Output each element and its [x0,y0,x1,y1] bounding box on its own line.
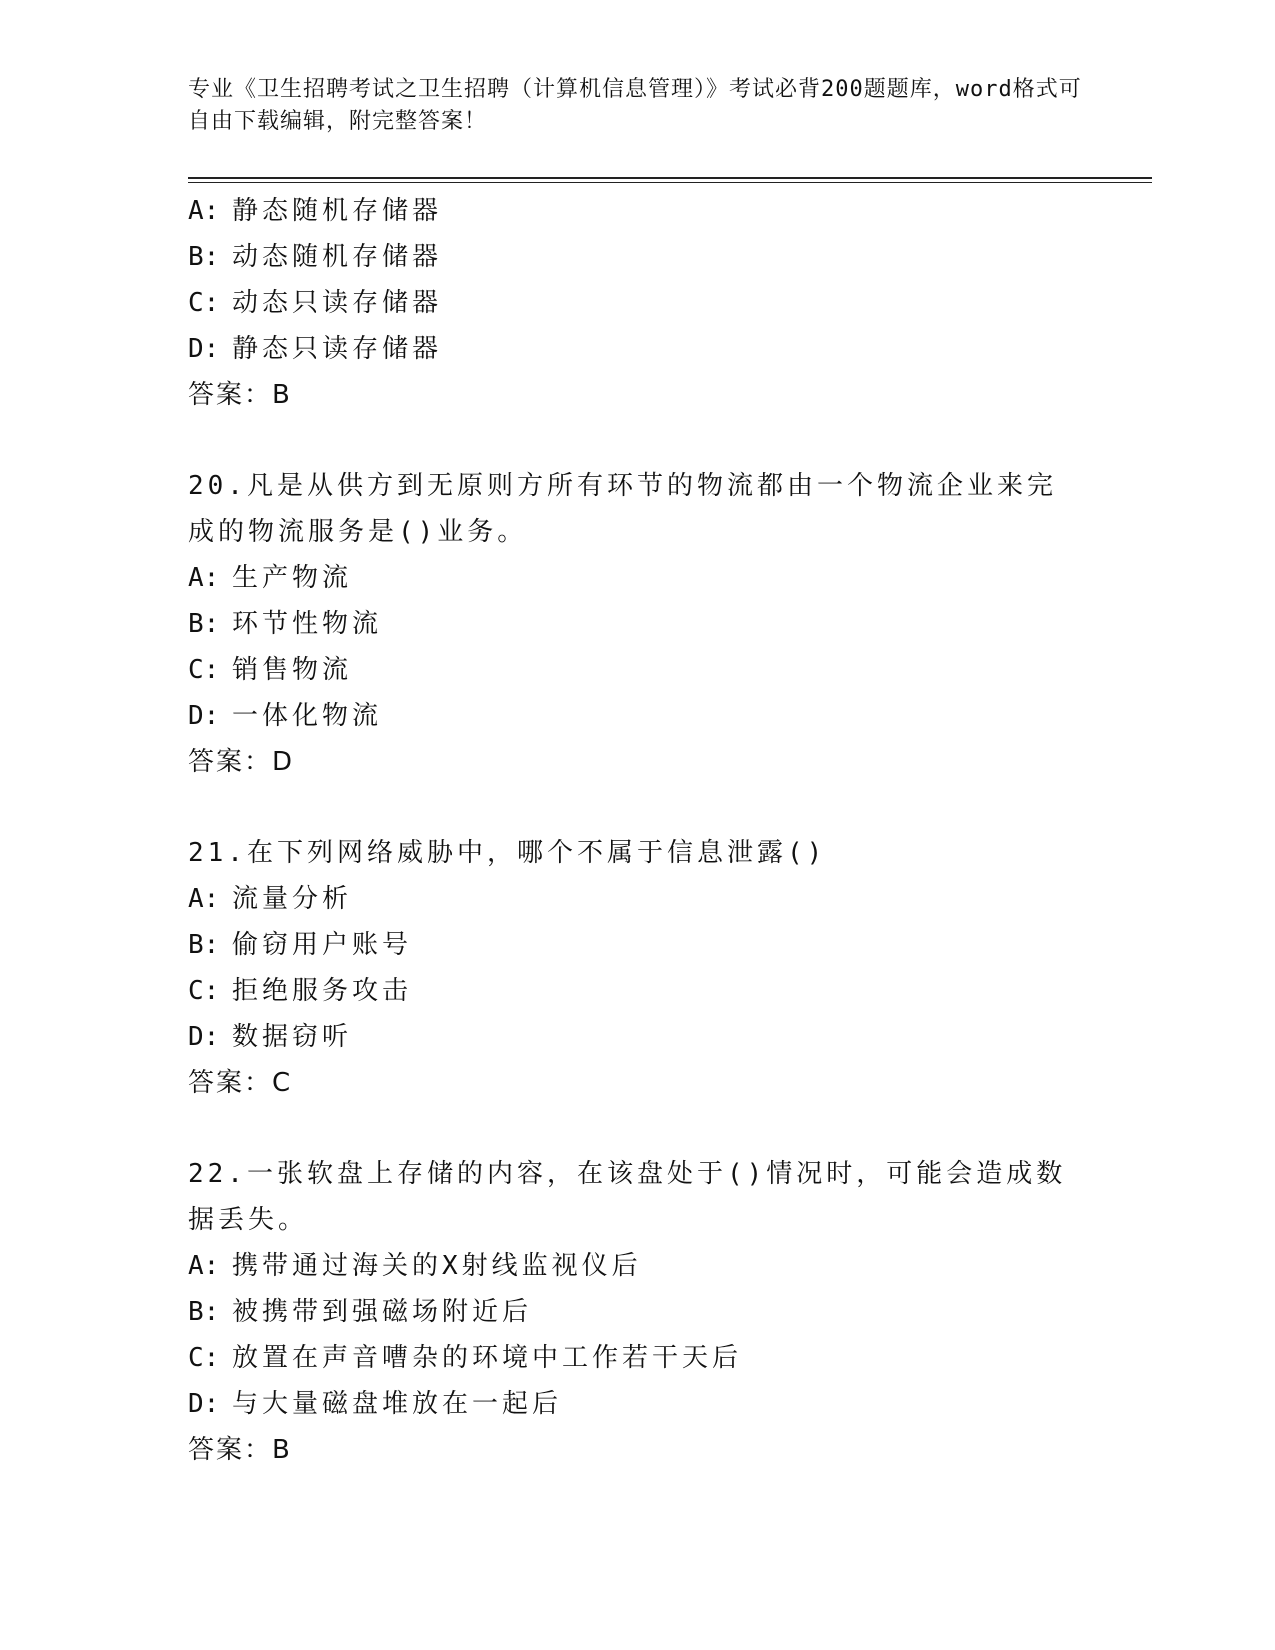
option-d: D: 与大量磁盘堆放在一起后 [188,1389,563,1419]
option-a: A: 携带通过海关的X射线监视仪后 [188,1251,642,1281]
option-a: A: 流量分析 [188,884,353,914]
option-d: D: 数据窃听 [188,1022,353,1052]
question-list [188,188,1088,1473]
option-a: A: 生产物流 [188,563,353,593]
option-c: C: 动态只读存储器 [188,288,443,318]
option-b: B: 动态随机存储器 [188,242,443,272]
spacer [188,785,1088,830]
question-19-options [188,188,1088,418]
option-d: D: 一体化物流 [188,701,383,731]
option-b: B: 偷窃用户账号 [188,930,413,960]
option-d: D: 静态只读存储器 [188,334,443,364]
question-text: 22.一张软盘上存储的内容，在该盘处于()情况时，可能会造成数据丢失。 [188,1159,1067,1235]
option-c: C: 拒绝服务攻击 [188,976,413,1006]
question-20 [188,463,1088,785]
question-21 [188,830,1088,1106]
question-text: 20.凡是从供方到无原则方所有环节的物流都由一个物流企业来完成的物流服务是()业务。 [188,471,1057,547]
option-b: B: 被携带到强磁场附近后 [188,1297,533,1327]
document-header: 专业《卫生招聘考试之卫生招聘（计算机信息管理）》考试必背200题题库，word格式可自由下载编辑，附完整答案！ [188,77,1082,134]
spacer [188,418,1088,463]
question-22 [188,1151,1088,1473]
answer-21: 答案：C [188,1068,293,1098]
option-c: C: 放置在声音嘈杂的环境中工作若干天后 [188,1343,743,1373]
header-rule-thin [188,182,1152,183]
answer-20: 答案：D [188,747,295,777]
spacer [188,1106,1088,1151]
answer-22: 答案：B [188,1435,292,1465]
header-rule-thick [188,177,1152,179]
option-b: B: 环节性物流 [188,609,383,639]
question-text: 21.在下列网络威胁中，哪个不属于信息泄露() [188,838,827,868]
answer-19: 答案：B [188,380,292,410]
option-a: A: 静态随机存储器 [188,196,443,226]
option-c: C: 销售物流 [188,655,353,685]
